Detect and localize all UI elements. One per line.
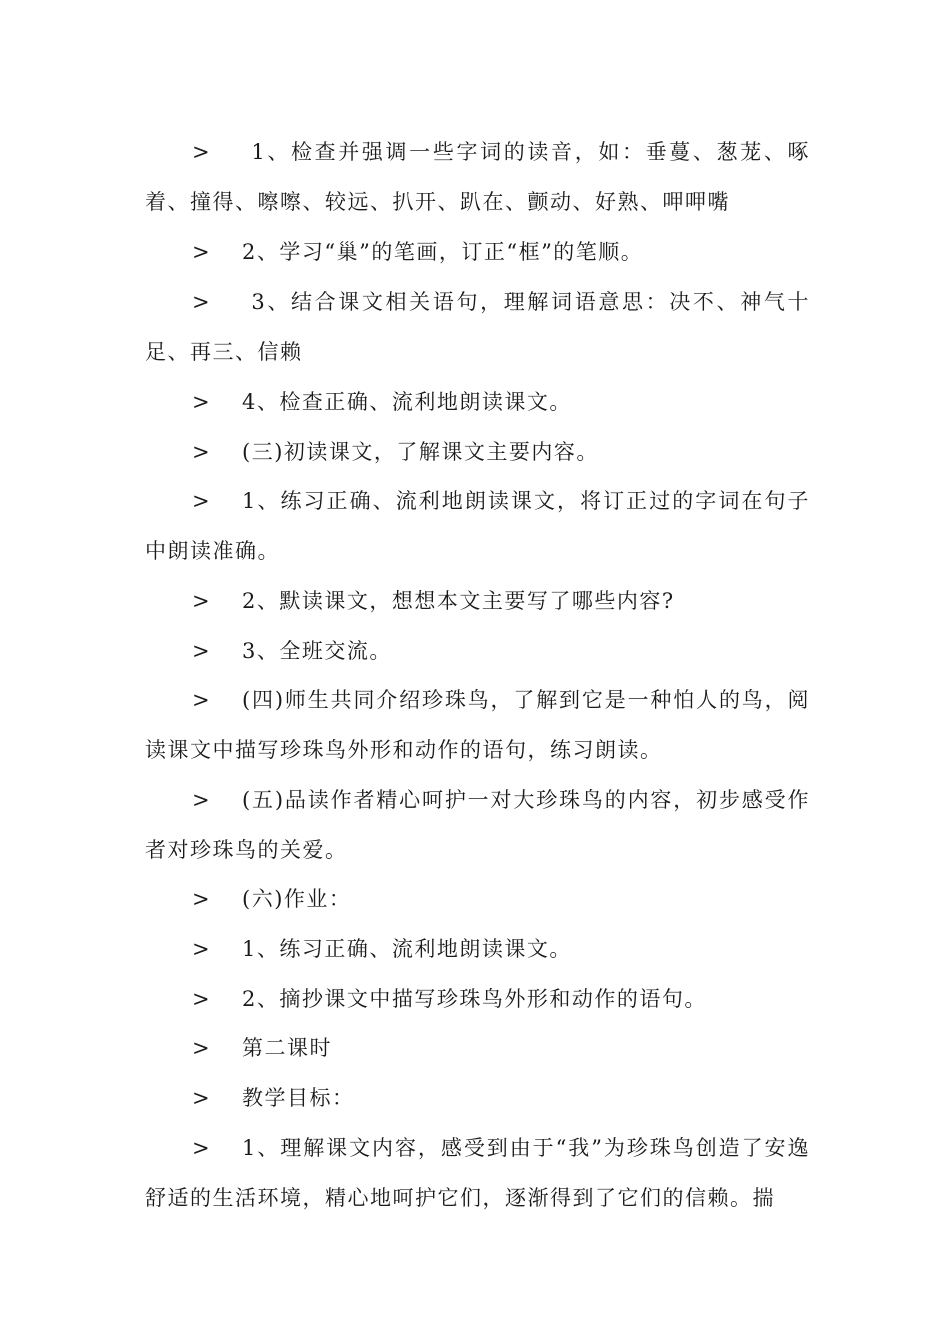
- bullet-arrow-icon: >: [192, 290, 212, 314]
- bullet-arrow-icon: >: [192, 589, 212, 613]
- bullet-arrow-icon: >: [192, 1086, 212, 1110]
- paragraph: [145, 427, 810, 477]
- bullet-arrow-icon: >: [192, 1036, 212, 1060]
- paragraph-text: 2、摘抄课文中描写珍珠鸟外形和动作的语句。: [242, 987, 707, 1011]
- paragraph: [145, 1073, 810, 1123]
- paragraph: [145, 626, 810, 676]
- paragraph: [145, 377, 810, 427]
- paragraph: [145, 874, 810, 924]
- bullet-arrow-icon: >: [192, 937, 212, 961]
- paragraph-text: (四)师生共同介绍珍珠鸟，了解到它是一种怕人的鸟，阅读课文中描写珍珠鸟外形和动作的语句，练习朗读。: [145, 688, 810, 762]
- paragraph-text: 教学目标：: [242, 1086, 355, 1110]
- paragraph: [145, 1123, 810, 1223]
- bullet-arrow-icon: >: [192, 240, 212, 264]
- bullet-arrow-icon: >: [192, 887, 212, 911]
- paragraph-text: 2、学习“巢”的笔画，订正“框”的笔顺。: [242, 240, 644, 264]
- section-heading: 第二课时: [242, 1036, 332, 1060]
- paragraph-text: (六)作业：: [242, 887, 352, 911]
- bullet-arrow-icon: >: [192, 788, 212, 812]
- paragraph: [145, 1023, 810, 1073]
- paragraph: [145, 974, 810, 1024]
- paragraph-text: 3、全班交流。: [242, 639, 392, 663]
- bullet-arrow-icon: >: [192, 440, 212, 464]
- paragraph-text: (五)品读作者精心呵护一对大珍珠鸟的内容，初步感受作者对珍珠鸟的关爱。: [145, 788, 810, 862]
- bullet-arrow-icon: >: [192, 489, 212, 513]
- bullet-arrow-icon: >: [192, 987, 212, 1011]
- paragraph-text: 2、默读课文，想想本文主要写了哪些内容?: [242, 589, 675, 613]
- paragraph-text: 3、结合课文相关语句，理解词语意思：决不、神气十足、再三、信赖: [145, 290, 810, 364]
- paragraph-text: 1、练习正确、流利地朗读课文。: [242, 937, 572, 961]
- paragraph: [145, 227, 810, 277]
- paragraph: [145, 924, 810, 974]
- paragraph-text: 4、检查正确、流利地朗读课文。: [242, 390, 572, 414]
- paragraph-text: (三)初读课文，了解课文主要内容。: [242, 440, 599, 464]
- paragraph-text: 1、检查并强调一些字词的读音，如：垂蔓、葱茏、啄着、撞得、嚓嚓、较远、扒开、趴在、颤动、好熟、呷呷嘴: [145, 140, 810, 214]
- bullet-arrow-icon: >: [192, 688, 212, 712]
- paragraph-text: 1、练习正确、流利地朗读课文，将订正过的字词在句子中朗读准确。: [145, 489, 810, 563]
- paragraph: [145, 675, 810, 775]
- paragraph: [145, 277, 810, 377]
- paragraph: [145, 576, 810, 626]
- bullet-arrow-icon: >: [192, 140, 212, 164]
- bullet-arrow-icon: >: [192, 390, 212, 414]
- bullet-arrow-icon: >: [192, 639, 212, 663]
- paragraph: [145, 476, 810, 576]
- bullet-arrow-icon: >: [192, 1136, 212, 1160]
- paragraph-text: 1、理解课文内容，感受到由于“我”为珍珠鸟创造了安逸舒适的生活环境，精心地呵护它们，逐渐得到了它们的信赖。揣: [145, 1136, 810, 1210]
- paragraph: [145, 775, 810, 875]
- paragraph: [145, 127, 810, 227]
